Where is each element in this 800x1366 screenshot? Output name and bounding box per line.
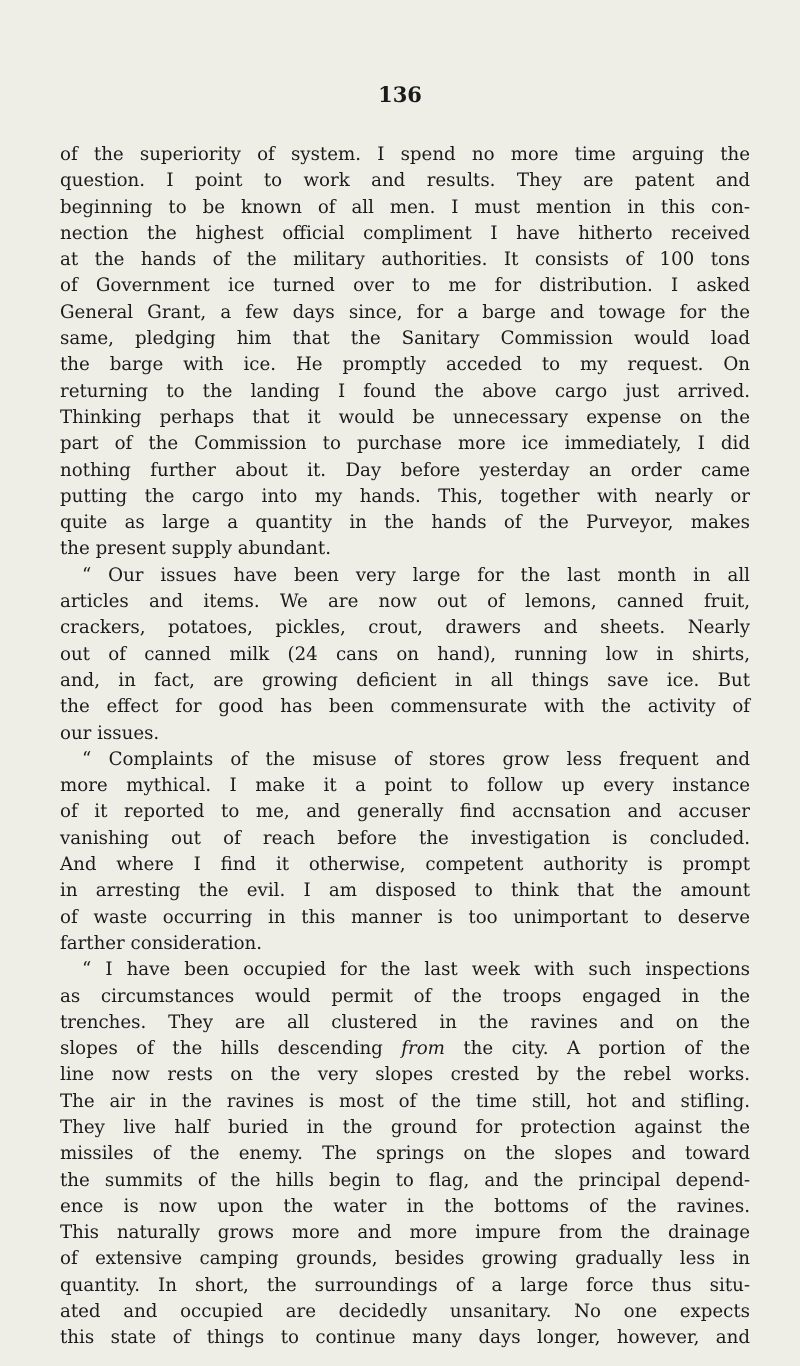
text-line: The air in the ravines is most of the time still, hot and stifling. <box>60 1090 750 1112</box>
text-line: Thinking perhaps that it would be unnecessary expense on the <box>60 406 750 428</box>
text-line: “ Our issues have been very large for the last month in all <box>82 564 750 586</box>
text-line: of it reported to me, and generally find accnsation and accuser <box>60 801 750 823</box>
page-number: 136 <box>378 82 422 107</box>
text-line: ence is now upon the water in the bottoms of the ravines. <box>60 1195 750 1217</box>
text-line: at the hands of the military authorities. It consists of 100 tons <box>60 249 750 271</box>
text-line: “ I have been occupied for the last week with such inspections <box>82 959 750 981</box>
text-line: vanishing out of reach before the investigation is concluded. <box>60 827 750 849</box>
text-line: ated and occupied are decidedly unsanitary. No one expects <box>60 1301 750 1323</box>
text-line: They live half buried in the ground for protection against the <box>60 1116 750 1138</box>
text-line: the barge with ice. He promptly acceded to my request. On <box>60 354 750 376</box>
text-line: putting the cargo into my hands. This, together with nearly or <box>60 485 750 507</box>
text-line: nothing further about it. Day before yesterday an order came <box>60 459 750 481</box>
text-line: the summits of the hills begin to flag, and the principal depend- <box>60 1169 750 1191</box>
text-line: and, in fact, are growing deficient in all things save ice. But <box>60 669 750 691</box>
text-line: nection the highest official compliment I have hitherto received <box>60 222 750 244</box>
text-line: as circumstances would permit of the troops engaged in the <box>60 985 750 1007</box>
text-line: the present supply abundant. <box>60 538 331 560</box>
text-line <box>60 1036 750 1062</box>
text-line: returning to the landing I found the above cargo just arrived. <box>60 380 750 402</box>
text-line: out of canned milk (24 cans on hand), running low in shirts, <box>60 643 750 665</box>
text-line: crackers, potatoes, pickles, crout, drawers and sheets. Nearly <box>60 617 750 639</box>
text-line: question. I point to work and results. They are patent and <box>60 170 750 192</box>
text-line: more mythical. I make it a point to follow up every instance <box>60 775 750 797</box>
text-line: of Government ice turned over to me for distribution. I asked <box>60 275 750 297</box>
text-line: quite as large a quantity in the hands of the Purveyor, makes <box>60 512 750 534</box>
text-line: in arresting the evil. I am disposed to think that the amount <box>60 880 750 902</box>
text-line: This naturally grows more and more impure from the drainage <box>60 1222 750 1244</box>
text-line: trenches. They are all clustered in the ravines and on the <box>60 1011 750 1033</box>
text-line: And where I find it otherwise, competent authority is prompt <box>60 854 750 876</box>
text-line: line now rests on the very slopes crested by the rebel works. <box>60 1064 750 1086</box>
text-line: our issues. <box>60 722 160 744</box>
text-line: the effect for good has been commensurate with the activity of <box>60 696 750 718</box>
text-line: same, pledging him that the Sanitary Commission would load <box>60 328 750 350</box>
text-line: of the superiority of system. I spend no more time arguing the <box>60 144 750 165</box>
italic-text: from <box>401 1038 445 1060</box>
text-segment: the city. A portion of the <box>444 1038 750 1060</box>
body-text <box>60 142 750 1352</box>
text-segment: slopes of the hills descending <box>60 1038 402 1060</box>
text-line: farther consideration. <box>60 932 263 954</box>
text-line: beginning to be known of all men. I must mention in this con- <box>60 196 750 218</box>
text-line: of extensive camping grounds, besides growing gradually less in <box>60 1248 750 1270</box>
text-line: missiles of the enemy. The springs on the slopes and toward <box>60 1143 750 1165</box>
text-line: quantity. In short, the surroundings of a large force thus situ- <box>60 1274 750 1296</box>
text-line: General Grant, a few days since, for a barge and towage for the <box>60 301 750 323</box>
text-line: articles and items. We are now out of lemons, canned fruit, <box>60 591 750 613</box>
text-line: part of the Commission to purchase more ice immediately, I did <box>60 433 750 455</box>
text-line: this state of things to continue many days longer, however, and <box>60 1327 750 1349</box>
text-line: of waste occurring in this manner is too unimportant to deserve <box>60 906 750 928</box>
text-line: “ Complaints of the misuse of stores grow less frequent and <box>82 748 750 770</box>
